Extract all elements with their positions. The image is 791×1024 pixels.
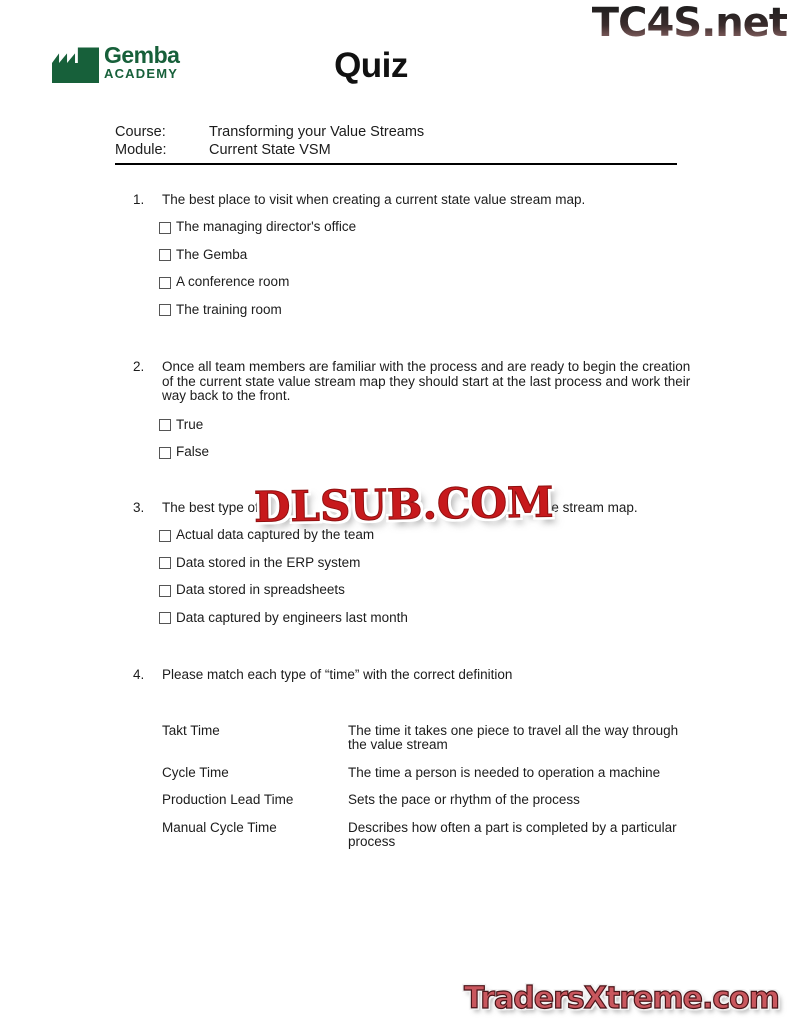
option-row: [159, 303, 693, 317]
question-text-line: way back to the front.: [162, 388, 291, 403]
option-row: [159, 584, 693, 598]
checkbox[interactable]: [159, 585, 171, 597]
match-table: [162, 724, 693, 850]
question-number: 1.: [133, 192, 145, 207]
course-row: [115, 123, 677, 141]
module-label: Module:: [115, 142, 167, 158]
question-2-text-row: [133, 360, 693, 404]
option-label: The Gemba: [176, 246, 248, 262]
option-row: [159, 556, 693, 570]
match-definition-line: Sets the pace or rhythm of the process: [348, 792, 580, 807]
match-term: Manual Cycle Time: [162, 819, 277, 835]
logo-name: Gemba: [104, 42, 180, 68]
course-label: Course:: [115, 124, 166, 140]
question-text: The best place to visit when creating a current state value stream map.: [162, 192, 586, 207]
match-definition-line: process: [348, 834, 396, 849]
match-definition: [348, 724, 688, 753]
option-row: [159, 529, 693, 543]
option-row: [159, 248, 693, 262]
question-2: [133, 360, 693, 473]
question-number: 2.: [133, 359, 145, 374]
checkbox[interactable]: [159, 249, 171, 261]
course-value: Transforming your Value Streams: [209, 124, 425, 140]
option-label: The managing director's office: [176, 219, 357, 235]
checkbox[interactable]: [159, 419, 171, 431]
question-text: Please match each type of “time” with the correct definition: [162, 667, 513, 682]
match-definition: [348, 793, 688, 808]
question-text-line: Once all team members are familiar with the process and are ready to begin the creation: [162, 359, 691, 374]
match-definition: [348, 821, 688, 850]
option-label: True: [176, 416, 204, 432]
option-label: The training room: [176, 301, 282, 317]
match-definition-line: the value stream: [348, 737, 448, 752]
watermark-tradersxtreme: TradersXtreme.com: [464, 981, 779, 1016]
question-1-options: [159, 221, 693, 318]
match-definition-line: The time it takes one piece to travel all the way through: [348, 722, 679, 738]
option-label: Data captured by engineers last month: [176, 609, 408, 625]
option-row: [159, 221, 693, 235]
option-label: Data stored in spreadsheets: [176, 582, 345, 598]
option-row: [159, 418, 693, 432]
question-text-line: of the current state value stream map they should start at the last process and work their: [162, 373, 691, 389]
checkbox[interactable]: [159, 277, 171, 289]
option-label: False: [176, 444, 210, 460]
logo-subname: ACADEMY: [104, 66, 179, 81]
match-term: Takt Time: [162, 722, 220, 738]
question-text-end: ue stream map.: [543, 500, 638, 515]
option-row: [159, 611, 693, 625]
match-definition: [348, 766, 688, 781]
option-label: A conference room: [176, 274, 290, 290]
checkbox[interactable]: [159, 612, 171, 624]
module-value: Current State VSM: [209, 142, 331, 158]
option-row: [159, 276, 693, 290]
question-2-options: [159, 418, 693, 460]
checkbox[interactable]: [159, 530, 171, 542]
match-definition-line: The time a person is needed to operation a machine: [348, 764, 661, 780]
watermark-tc4s: TC4S.net: [591, 0, 787, 46]
question-3-options: [159, 529, 693, 626]
question-text-start: The best type of: [162, 500, 259, 515]
match-term: Cycle Time: [162, 764, 229, 780]
question-4: [133, 668, 693, 850]
checkbox[interactable]: [159, 304, 171, 316]
course-info-header: [115, 123, 677, 165]
question-text: [162, 360, 693, 404]
match-definition-line: Describes how often a part is completed by a particular: [348, 819, 677, 835]
question-4-text-row: [133, 668, 693, 683]
option-row: [159, 446, 693, 460]
checkbox[interactable]: [159, 447, 171, 459]
match-term: Production Lead Time: [162, 792, 294, 807]
option-label: Actual data captured by the team: [176, 527, 375, 543]
option-label: Data stored in the ERP system: [176, 554, 361, 570]
checkbox[interactable]: [159, 557, 171, 569]
question-1: [133, 193, 693, 331]
question-1-text-row: [133, 193, 693, 208]
watermark-dlsub: DLSUB.COM: [253, 477, 554, 532]
question-number: 3.: [133, 500, 145, 515]
page-title: Quiz: [334, 46, 408, 85]
module-row: [115, 141, 677, 159]
question-number: 4.: [133, 667, 145, 682]
checkbox[interactable]: [159, 222, 171, 234]
